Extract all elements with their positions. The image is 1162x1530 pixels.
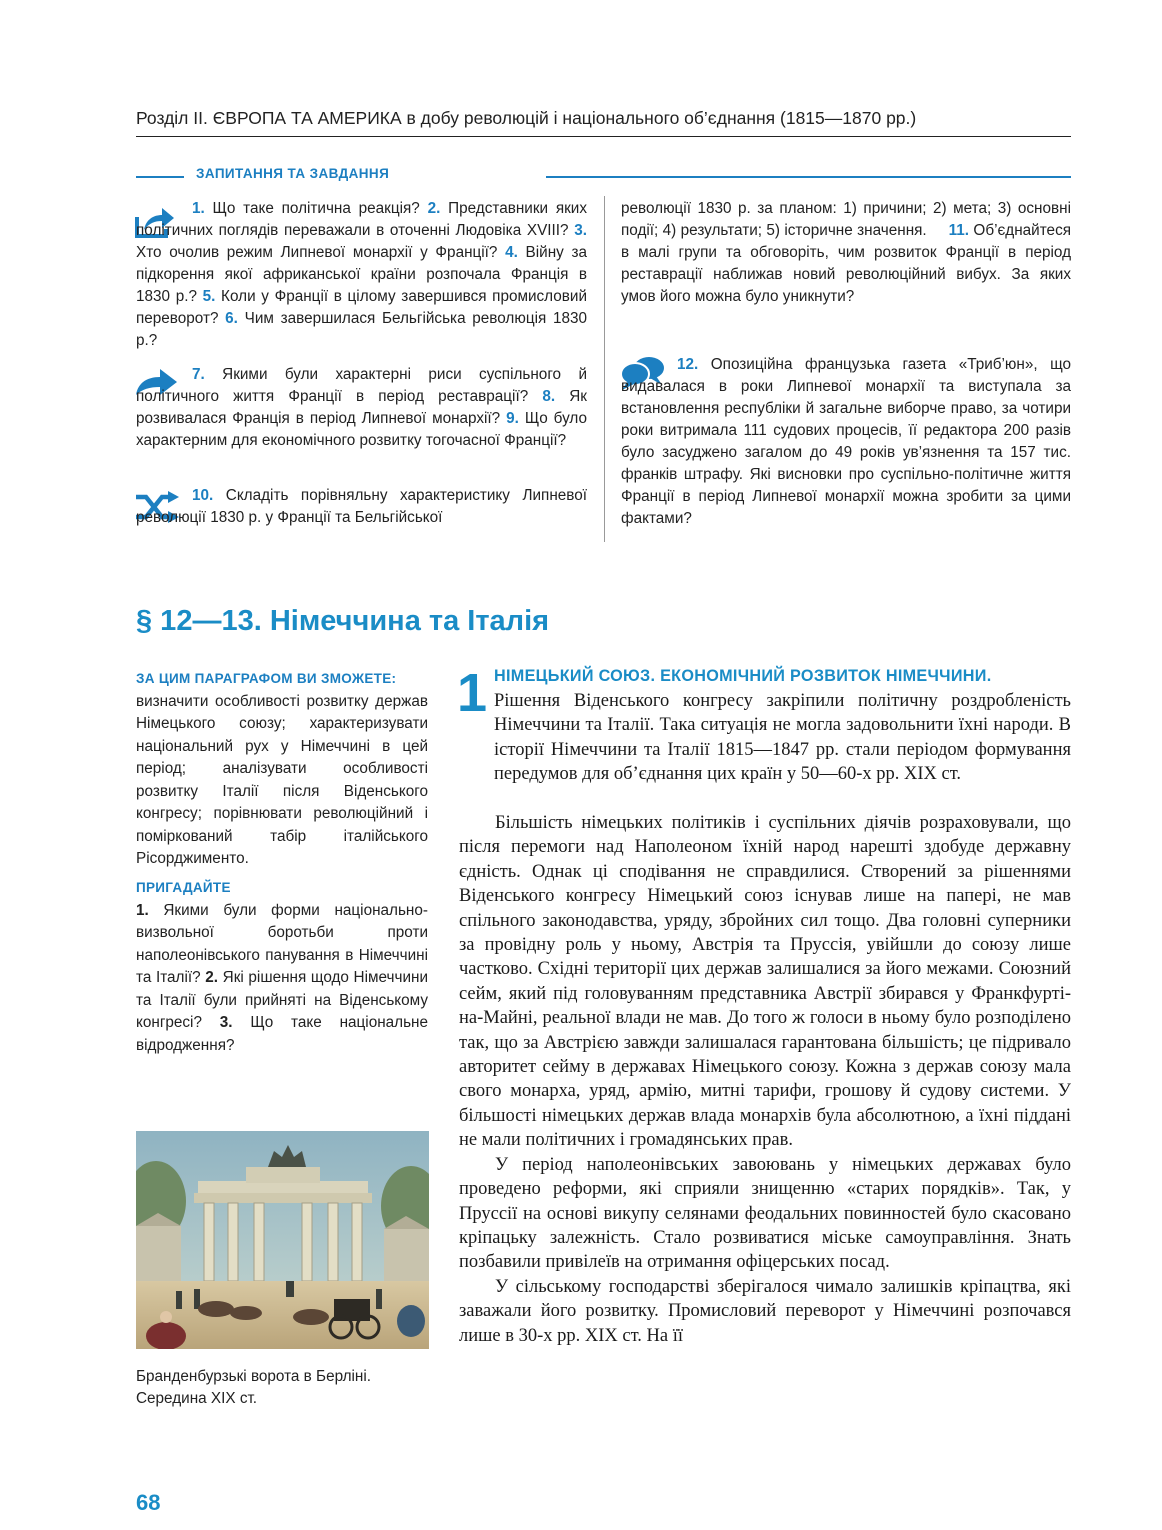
heading-rule-left [136, 176, 184, 178]
questions-block-2 [136, 364, 587, 452]
header-rule [136, 136, 1071, 137]
page-number: 68 [136, 1490, 161, 1515]
brandenburg-gate-illustration [136, 1131, 429, 1349]
question-text: Об’єднайтеся в малі групи та обговоріть, чим розвиток Франції в період реставрації наближав новий революційний вибух. За яких умов його можна було уникнути? [621, 222, 1071, 305]
heading-rule-right [546, 176, 1071, 178]
questions-heading: ЗАПИТАННЯ ТА ЗАВДАННЯ [196, 166, 390, 181]
recall-list [136, 900, 428, 1058]
question-text: Складіть порівняльну характеристику Липневої революції 1830 р. у Франції та Бельгійської [136, 487, 587, 526]
question-text: Коли у Франції в цілому завершився промисловий переворот? [136, 288, 587, 327]
paragraph: У сільському господарстві зберігалося чимало залишків кріпацтва, які заважали його розвитку. Промисловий переворот у Німеччині розпочався лише в 30-х рр. XIX ст. На її [459, 1276, 1071, 1346]
goals-heading: ЗА ЦИМ ПАРАГРАФОМ ВИ ЗМОЖЕТЕ: [136, 671, 397, 686]
questions-block-4 [621, 354, 1071, 530]
question-text: Що таке політична реакція? [204, 200, 428, 217]
question-number: 7. [192, 366, 205, 383]
caption-line: Бранденбурзькі ворота в Берліні. [136, 1368, 372, 1385]
question-text: революції 1830 р. за планом: 1) причини; 2) мета; 3) основні події; 4) результати; 5) історичне значення. [621, 200, 1071, 239]
question-number: 4. [505, 244, 518, 261]
recall-text: Які рішення щодо Німеччини та Італії були прийняті на Віденському конгресі? [136, 969, 428, 1031]
recall-number: 2. [205, 969, 219, 986]
subsection-heading: НІМЕЦЬКИЙ СОЮЗ. ЕКОНОМІЧНИЙ РОЗВИТОК НІМЕЧЧИНИ. [494, 667, 992, 685]
subsection-number: 1 [457, 663, 488, 723]
question-number: 5. [202, 288, 216, 305]
paragraph: У період наполеонівських завоювань у німецьких державах було проведено реформи, які сприяли знищенню «старих порядків». Так, у Пруссії на основі викупу селянами феодальних повинностей було скасовано кріпацьку залежність. Стало розвиватися міське самоуправління. Знать позбавили привілеїв на отримання офіцерських посад. [459, 1154, 1071, 1273]
main-paragraph-1 [494, 689, 1071, 787]
running-header: Розділ ІІ. ЄВРОПА ТА АМЕРИКА в добу революцій і національного об’єднання (1815—1870 рр.) [136, 108, 917, 128]
questions-block-3-part-1 [136, 485, 587, 529]
question-text: Як розвивалася Франція в період Липневої монархії? [136, 388, 587, 427]
question-text: Що було характерним для економічного розвитку тогочасної Франції? [136, 410, 587, 449]
figure-caption [136, 1366, 436, 1410]
question-number: 8. [542, 388, 556, 405]
question-text: Якими були характерні риси суспільного й політичного життя Франції в період реставрації? [136, 366, 587, 405]
questions-block-1 [136, 198, 587, 352]
question-number: 2. [427, 200, 441, 217]
recall-text: Що таке національне відродження? [136, 1014, 429, 1054]
main-body [459, 811, 1071, 1348]
question-number: 10. [192, 487, 214, 504]
question-text: Опозиційна французька газета «Триб’юн», що видавалася в роки Липневої монархії та виступала за встановлення республіки й загальне виборче право, за чотири роки витримала 111 судових процесів, її редактора 200 разів було засуджено загалом до 49 років ув’язнення та 157 тис. франків штрафу. Які висновки про суспільно-політичне життя Франції в період Липневої монархії можна зробити за цими фактами? [621, 356, 1071, 527]
caption-line: Середина XIX ст. [136, 1390, 258, 1407]
section-title: § 12—13. Німеччина та Італія [136, 605, 550, 637]
recall-number: 3. [219, 1014, 233, 1031]
question-text: Війну за підкорення якої африканської країни розпочала Франція в 1830 р.? [136, 244, 587, 305]
paragraph: Рішення Віденського конгресу закріпили політичну роздробленість Німеччини та Італії. Така ситуація не могла задовольнити їхні народи. В історії Німеччини та Італії 1815—1847 рр. стали періодом формування передумов для об’єднання цих країн у 50—60-х рр. XIX ст. [494, 691, 1071, 785]
question-number: 9. [506, 410, 519, 427]
sidebar-goals [136, 668, 428, 871]
recall-heading: ПРИГАДАЙТЕ [136, 880, 231, 895]
question-text: Чим завершилася Бельгійська революція 1830 р.? [136, 310, 587, 349]
questions-block-3-part-2 [621, 198, 1071, 308]
recall-number: 1. [136, 901, 149, 919]
question-number: 11. [948, 222, 970, 239]
question-number: 1. [192, 200, 205, 217]
question-number: 12. [677, 356, 699, 373]
recall-text: Якими були форми національно-визвольної боротьби проти наполеонівського панування в Німеччині та Італії? [136, 901, 428, 986]
goals-text: визначити особливості розвитку держав Німецького союзу; характеризувати національний рух у Німеччині в цей період; аналізувати особливості розвитку Італії після Віденського конгресу; порівнювати революційний і поміркований табір італійського Рісорджименто. [136, 692, 428, 867]
questions-heading-bar [136, 166, 1071, 186]
sidebar-recall [136, 877, 428, 1057]
question-number: 6. [225, 310, 238, 327]
question-text: Представники яких політичних поглядів переважали в оточенні Людовіка XVIII? [136, 200, 587, 239]
column-divider [604, 196, 605, 542]
question-number: 3. [574, 222, 587, 239]
question-text: Хто очолив режим Липневої монархії у Франції? [136, 244, 506, 261]
paragraph: Більшість німецьких політиків і суспільних діячів розраховували, що після перемоги над Наполеоном їхній народ нарешті здобуде державну єдність. Однак ці сподівання не справдилися. Створений за рішеннями Віденського конгресу Німецький союз існував лише на папері, не мав спільного законодавства, уряду, збройних сил тощо. Два головні суперники за провідну роль у ньому, Австрія та Пруссія, увійшли до союзу лише частково. Східні території цих держав залишалися за його межами. Союзний сейм, який під головуванням представника Австрії збирався у Франкфурті-на-Майні, реальної влади не мав. До того ж голоси в ньому було розподілено так, що за Австрією завжди залишалася гарантована більшість; це підривало авторитет сейму в державах Німецького союзу. Кожна з держав союзу мала свого монарха, уряд, армію, митні тарифи, грошову й судову системи. У більшості німецьких держав влада монархів була абсолютною, а їхні піддані не мали політичних і громадянських прав. [459, 813, 1071, 1151]
